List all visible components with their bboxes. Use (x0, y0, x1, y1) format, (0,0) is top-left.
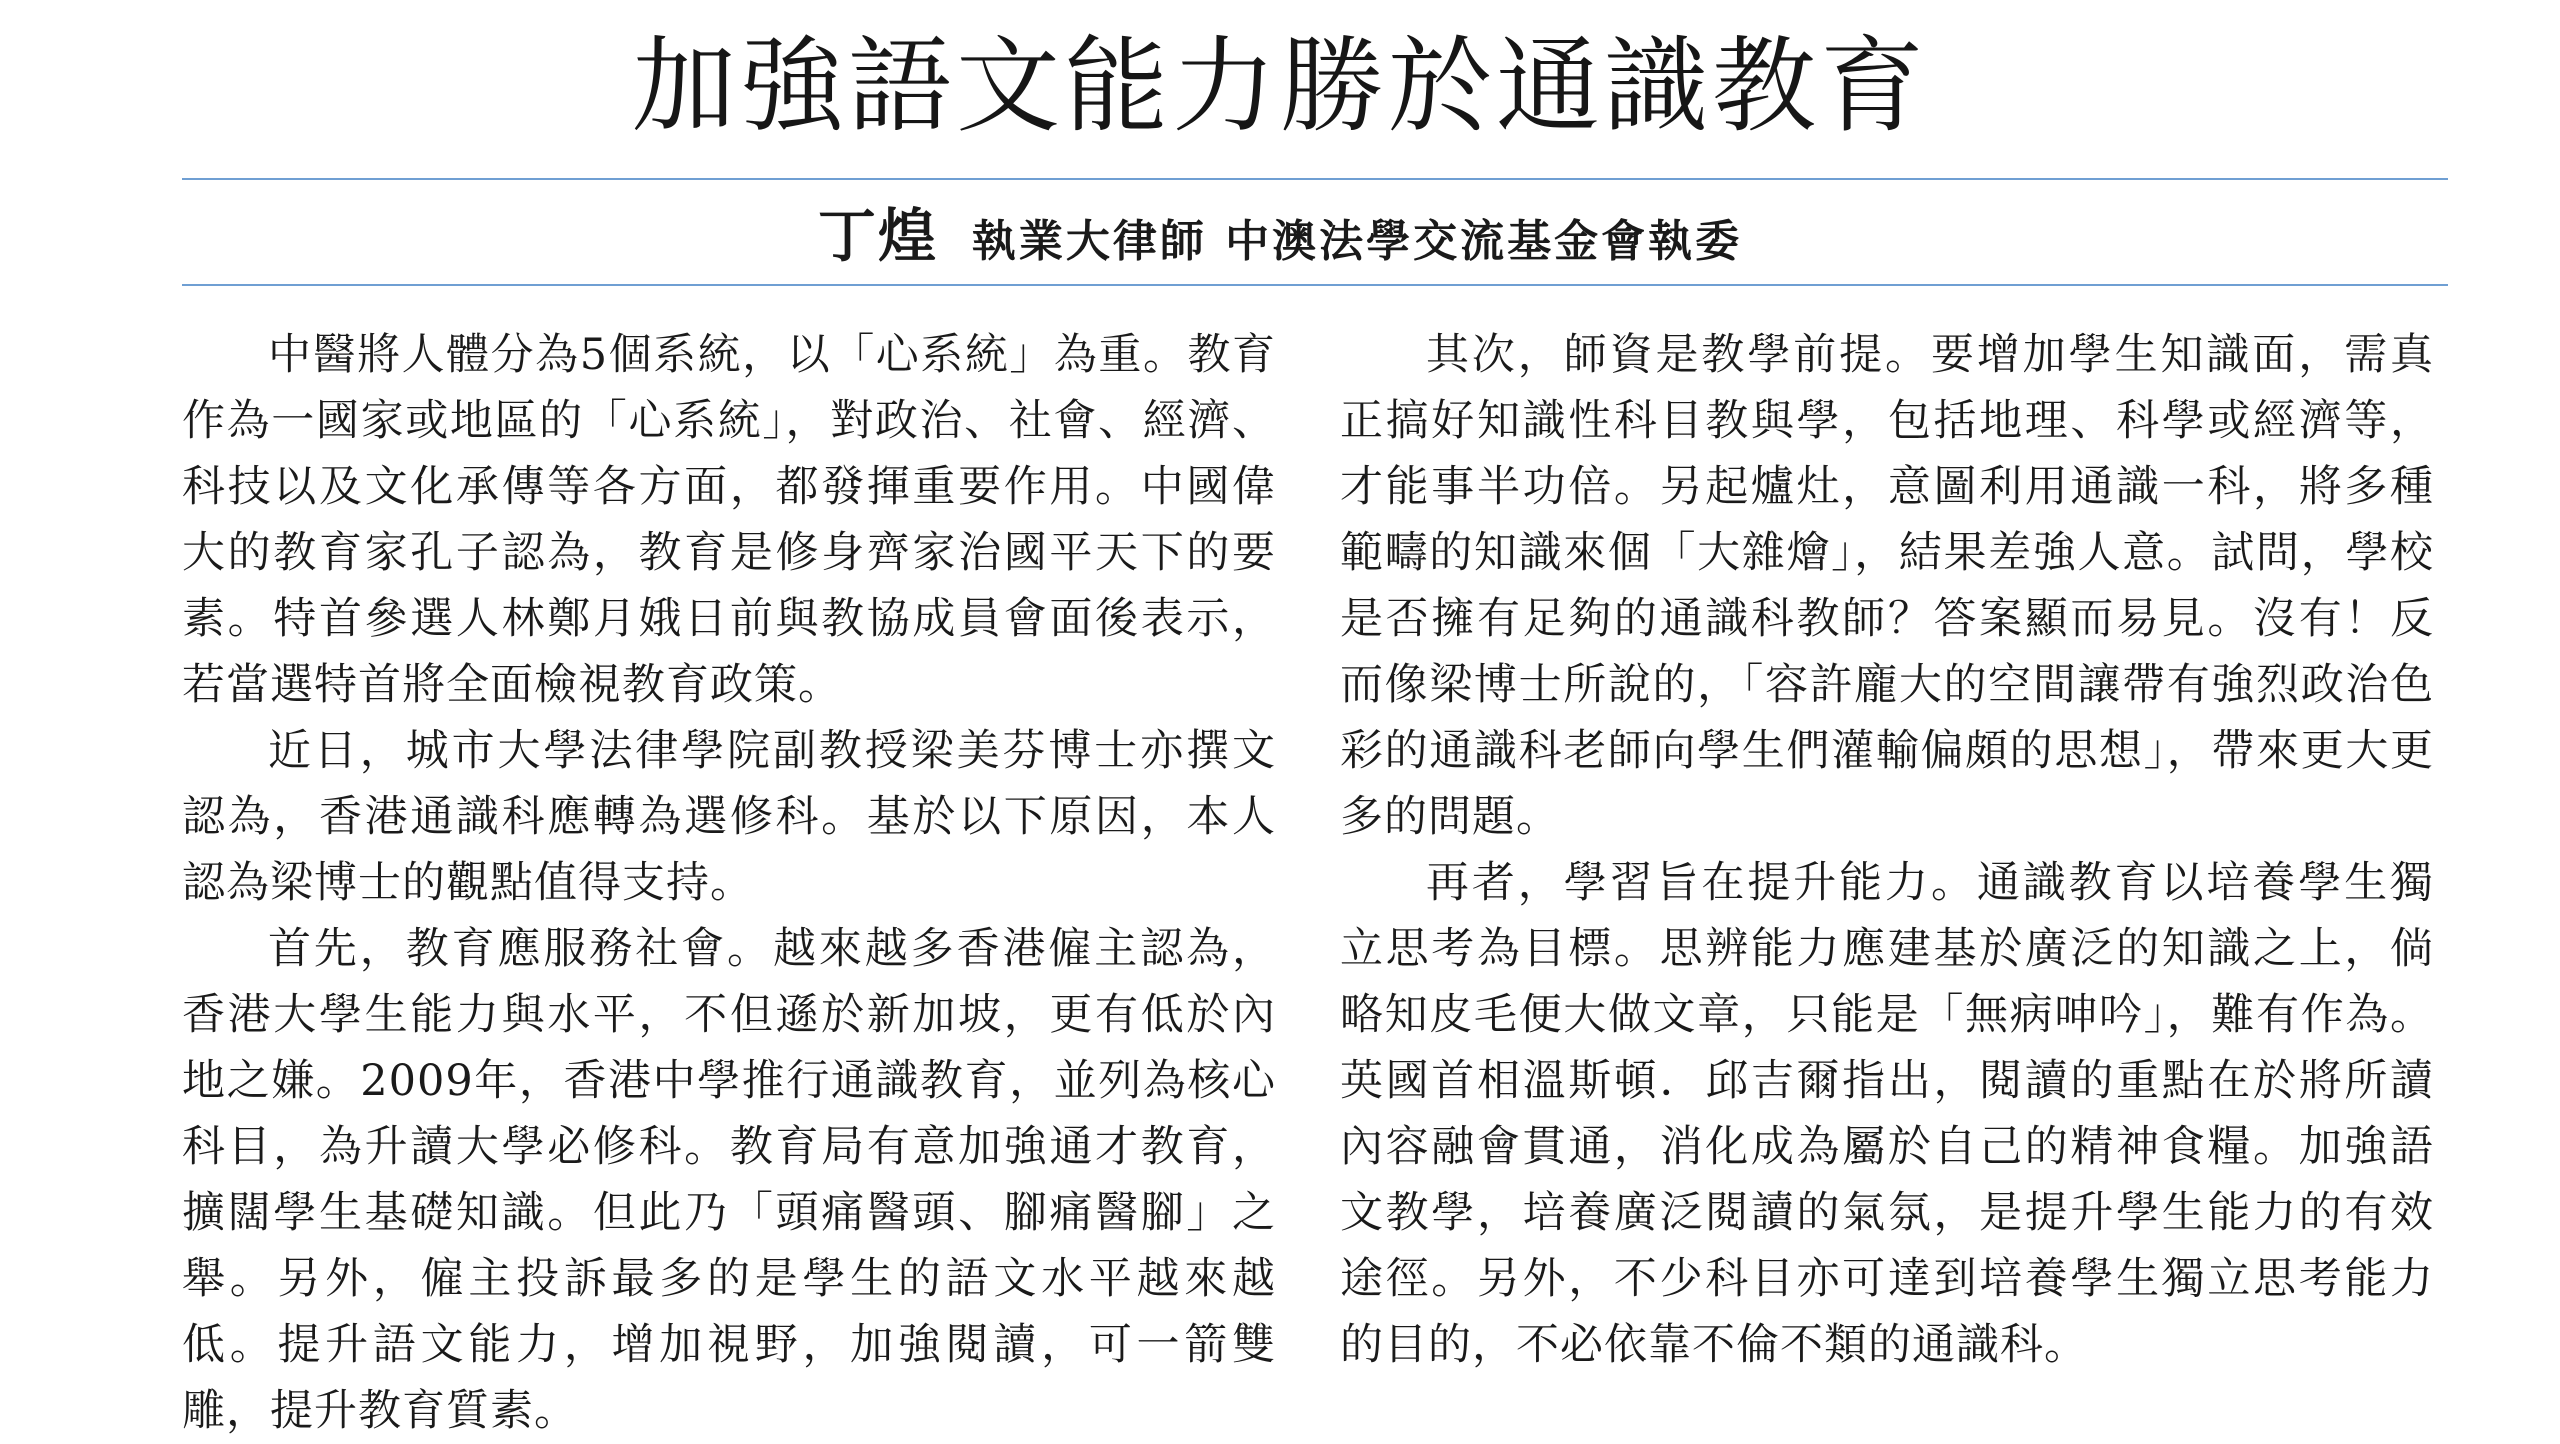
paragraph: 近日，城市大學法律學院副教授梁美芬博士亦撰文認為，香港通識科應轉為選修科。基於以下原因，本人認為梁博士的觀點值得支持。 (182, 726, 1276, 908)
header-rule-top (182, 178, 2448, 180)
author-name: 丁煌 (817, 202, 938, 270)
header-rule-bottom (182, 284, 2448, 286)
author-title: 執業大律師 中澳法學交流基金會執委 (971, 216, 1743, 267)
article-column-right (1340, 322, 2434, 1378)
article-column-left (182, 322, 1276, 1444)
paragraph: 中醫將人體分為5個系統，以「心系統」為重。教育作為一國家或地區的「心系統」，對政治、社會、經濟、科技以及文化承傳等各方面，都發揮重要作用。中國偉大的教育家孔子認為，教育是修身齊家治國平天下的要素。特首參選人林鄭月娥日前與教協成員會面後表示，若當選特首將全面檢視教育政策。 (182, 330, 1276, 710)
paragraph: 再者，學習旨在提升能力。通識教育以培養學生獨立思考為目標。思辨能力應建基於廣泛的知識之上，倘略知皮毛便大做文章，只能是「無病呻吟」，難有作為。英國首相溫斯頓．邱吉爾指出，閱讀的重點在於將所讀內容融會貫通，消化成為屬於自己的精神食糧。加強語文教學，培養廣泛閱讀的氣氛，是提升學生能力的有效途徑。另外，不少科目亦可達到培養學生獨立思考能力的目的，不必依靠不倫不類的通識科。 (1340, 858, 2434, 1370)
headline: 加強語文能力勝於通識教育 (631, 25, 1928, 147)
paragraph: 首先，教育應服務社會。越來越多香港僱主認為，香港大學生能力與水平，不但遜於新加坡，更有低於內地之嫌。2009年，香港中學推行通識教育，並列為核心科目，為升讀大學必修科。教育局有意加強通才教育，擴闊學生基礎知識。但此乃「頭痛醫頭、腳痛醫腳」之舉。另外，僱主投訴最多的是學生的語文水平越來越低。提升語文能力，增加視野，加強閱讀，可一箭雙雕，提升教育質素。 (182, 924, 1276, 1436)
paragraph: 其次，師資是教學前提。要增加學生知識面，需真正搞好知識性科目教與學，包括地理、科學或經濟等，才能事半功倍。另起爐灶，意圖利用通識一科，將多種範疇的知識來個「大雜燴」，結果差強人意。試問，學校是否擁有足夠的通識科教師？答案顯而易見。沒有！反而像梁博士所說的，「容許龐大的空間讓帶有強烈政治色彩的通識科老師向學生們灌輸偏頗的思想」，帶來更大更多的問題。 (1340, 330, 2434, 842)
byline (0, 196, 2560, 282)
